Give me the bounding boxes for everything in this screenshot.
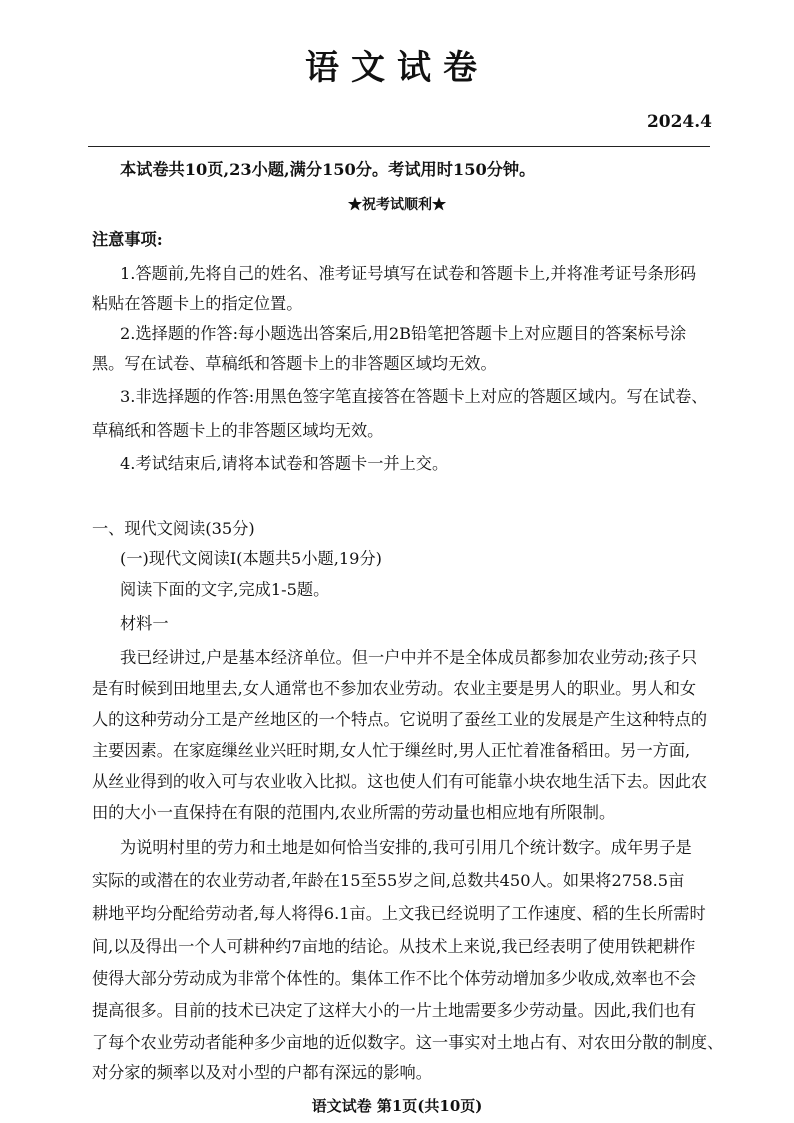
page-footer: 语文试卷 第1页(共10页)	[311, 1097, 483, 1115]
passage-line: 人的这种劳动分工是产丝地区的一个特点。它说明了蚕丝工业的发展是产生这种特点的	[92, 710, 708, 729]
note-line: 3.非选择题的作答:用黑色签字笔直接答在答题卡上对应的答题区域内。写在试卷、	[120, 387, 708, 406]
notes-heading: 注意事项:	[92, 230, 163, 249]
passage-line: 田的大小一直保持在有限的范围内,农业所需的劳动量也相应地有所限制。	[92, 803, 616, 822]
passage-line: 主要因素。在家庭缫丝业兴旺时期,女人忙于缫丝时,男人正忙着准备稻田。另一方面,	[92, 741, 691, 760]
exam-wish: ★祝考试顺利★	[348, 197, 446, 213]
note-line: 粘贴在答题卡上的指定位置。	[92, 294, 303, 313]
exam-intro: 本试卷共10页,23小题,满分150分。考试用时150分钟。	[120, 160, 536, 179]
header-divider	[88, 146, 710, 147]
material-label: 材料一	[120, 614, 169, 633]
exam-title: 语文试卷	[305, 48, 489, 88]
passage-line: 是有时候到田地里去,女人通常也不参加农业劳动。农业主要是男人的职业。男人和女	[92, 679, 697, 698]
section-instruction: 阅读下面的文字,完成1-5题。	[120, 580, 330, 599]
note-line: 1.答题前,先将自己的姓名、准考证号填写在试卷和答题卡上,并将准考证号条形码	[120, 264, 697, 283]
exam-date: 2024.4	[646, 112, 712, 132]
note-line: 草稿纸和答题卡上的非答题区域均无效。	[92, 421, 384, 440]
passage-line: 从丝业得到的收入可与农业收入比拟。这也使人们有可能靠小块农地生活下去。因此农	[92, 772, 708, 791]
section-subtitle: (一)现代文阅读Ⅰ(本题共5小题,19分)	[120, 549, 382, 568]
passage-line: 了每个农业劳动者能种多少亩地的近似数字。这一事实对土地占有、对农田分散的制度、	[92, 1033, 724, 1052]
section-title: 一、现代文阅读(35分)	[92, 519, 255, 538]
passage-line: 耕地平均分配给劳动者,每人将得6.1亩。上文我已经说明了工作速度、稻的生长所需时	[92, 904, 706, 923]
passage-line: 使得大部分劳动成为非常个体性的。集体工作不比个体劳动增加多少收成,效率也不会	[92, 969, 697, 988]
passage-line: 间,以及得出一个人可耕种约7亩地的结论。从技术上来说,我已经表明了使用铁耙耕作	[92, 937, 696, 956]
note-line: 4.考试结束后,请将本试卷和答题卡一并上交。	[120, 454, 449, 473]
passage-line: 实际的或潜在的农业劳动者,年龄在15至55岁之间,总数共450人。如果将2758.5亩	[92, 871, 685, 890]
passage-line: 对分家的频率以及对小型的户都有深远的影响。	[92, 1063, 432, 1082]
note-line: 黑。写在试卷、草稿纸和答题卡上的非答题区域均无效。	[92, 354, 497, 373]
note-line: 2.选择题的作答:每小题选出答案后,用2B铅笔把答题卡上对应题目的答案标号涂	[120, 324, 687, 343]
passage-line: 提高很多。目前的技术已决定了这样大小的一片土地需要多少劳动量。因此,我们也有	[92, 1001, 697, 1020]
passage-line: 我已经讲过,户是基本经济单位。但一户中并不是全体成员都参加农业劳动;孩子只	[120, 648, 698, 667]
passage-line: 为说明村里的劳力和土地是如何恰当安排的,我可引用几个统计数字。成年男子是	[120, 838, 692, 857]
